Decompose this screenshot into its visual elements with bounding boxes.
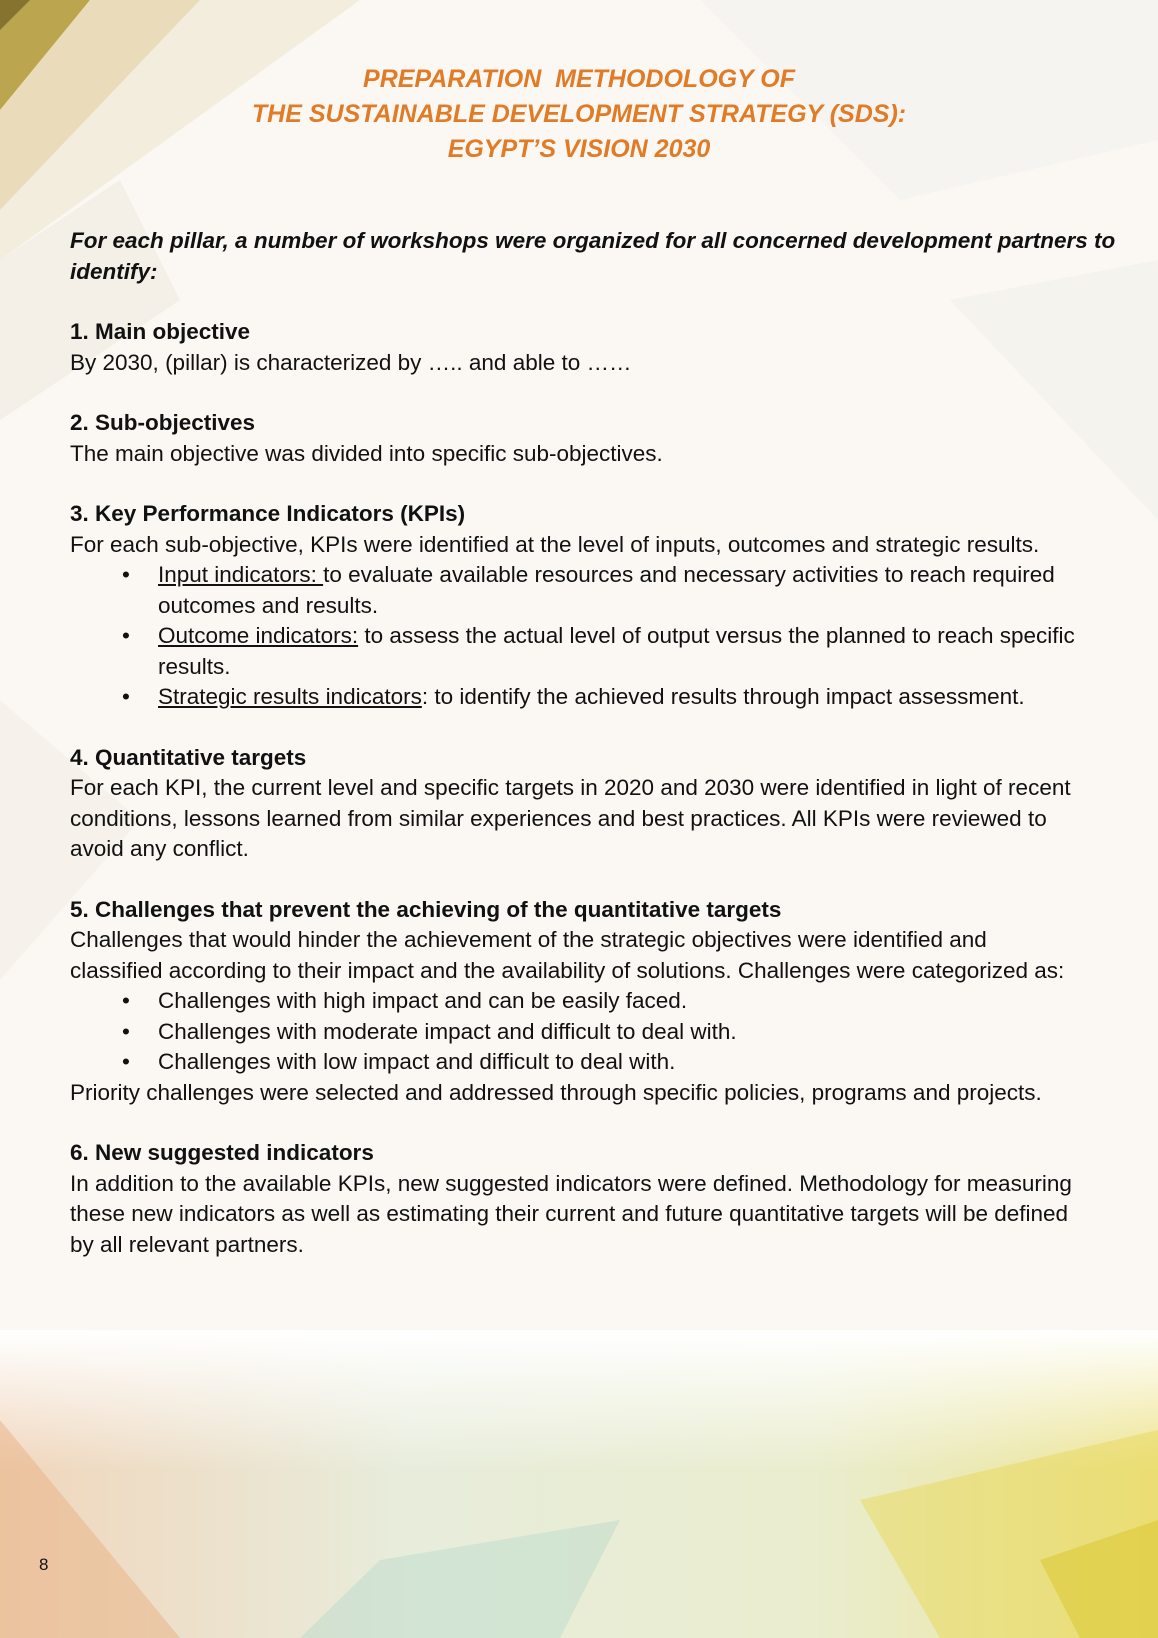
kpi-bullet-list [70, 560, 1150, 713]
indicator-description: to evaluate available resources and necessary activities to reach required outcomes and results. [158, 562, 1055, 618]
section-text: For each sub-objective, KPIs were identified at the level of inputs, outcomes and strategic results. [70, 531, 1040, 557]
section-text-after: Priority challenges were selected and addressed through specific policies, programs and projects. [70, 1079, 1042, 1105]
section-heading: 6. New suggested indicators [70, 1140, 374, 1165]
section-text: For each KPI, the current level and specific targets in 2020 and 2030 were identified in light of recent conditions, lessons learned from similar experiences and best practices. All KPIs were reviewed to avoid any conflict. [70, 775, 1071, 861]
bullet-glyph: • [122, 1049, 130, 1074]
list-item [70, 1017, 1150, 1048]
section-text: The main objective was divided into specific sub-objectives. [70, 440, 663, 466]
section-challenges [70, 895, 1150, 1109]
bullet-glyph: • [122, 623, 130, 648]
section-text: By 2030, (pillar) is characterized by ….. and able to …… [70, 349, 632, 375]
challenges-bullet-list [70, 986, 1150, 1078]
title-line-3: EGYPT’S VISION 2030 [447, 135, 711, 163]
indicator-term: Outcome indicators: [158, 623, 359, 648]
list-item [70, 621, 1150, 682]
challenge-text: Challenges with moderate impact and difficult to deal with. [158, 1018, 737, 1044]
list-item [70, 560, 1150, 621]
list-item [70, 682, 1150, 713]
indicator-term: Input indicators: [158, 562, 324, 587]
section-text: Challenges that would hinder the achievement of the strategic objectives were identified and classified according to their impact and the availability of solutions. Challenges were categorized as: [70, 927, 1065, 983]
section-sub-objectives [70, 408, 1150, 469]
indicator-description: : to identify the achieved results through impact assessment. [421, 684, 1025, 709]
page-number: 8 [39, 1555, 49, 1574]
list-item [70, 1047, 1150, 1078]
bullet-glyph: • [122, 684, 130, 709]
section-heading: 5. Challenges that prevent the achieving of the quantitative targets [70, 896, 782, 922]
intro-paragraph: For each pillar, a number of workshops were organized for all concerned development partners to identify: [70, 228, 1116, 284]
section-text: In addition to the available KPIs, new suggested indicators were defined. Methodology for measuring these new indicators as well as estimating their current and future quantitative targets will be defined by all relevant partners. [70, 1170, 1072, 1257]
indicator-description: to assess the actual level of output versus the planned to reach specific results. [158, 623, 1075, 679]
document-body [70, 226, 1150, 1260]
list-item [70, 986, 1150, 1017]
section-heading: 1. Main objective [70, 319, 251, 344]
bullet-glyph: • [122, 1018, 130, 1044]
section-main-objective [70, 317, 1150, 378]
challenge-text: Challenges with low impact and difficult to deal with. [158, 1049, 676, 1074]
section-kpis [70, 499, 1150, 713]
bullet-glyph: • [122, 988, 130, 1013]
title-line-1: PREPARATION METHODOLOGY OF [363, 65, 795, 93]
section-heading: 3. Key Performance Indicators (KPIs) [70, 501, 466, 526]
section-new-indicators [70, 1138, 1150, 1260]
bullet-glyph: • [122, 562, 130, 587]
section-heading: 4. Quantitative targets [70, 744, 307, 770]
indicator-term: Strategic results indicators [158, 684, 422, 709]
section-quantitative-targets [70, 743, 1150, 865]
section-heading: 2. Sub-objectives [70, 410, 256, 435]
title-line-2: THE SUSTAINABLE DEVELOPMENT STRATEGY (SDS): [251, 100, 907, 128]
page-title [0, 62, 1158, 167]
challenge-text: Challenges with high impact and can be easily faced. [158, 988, 688, 1013]
